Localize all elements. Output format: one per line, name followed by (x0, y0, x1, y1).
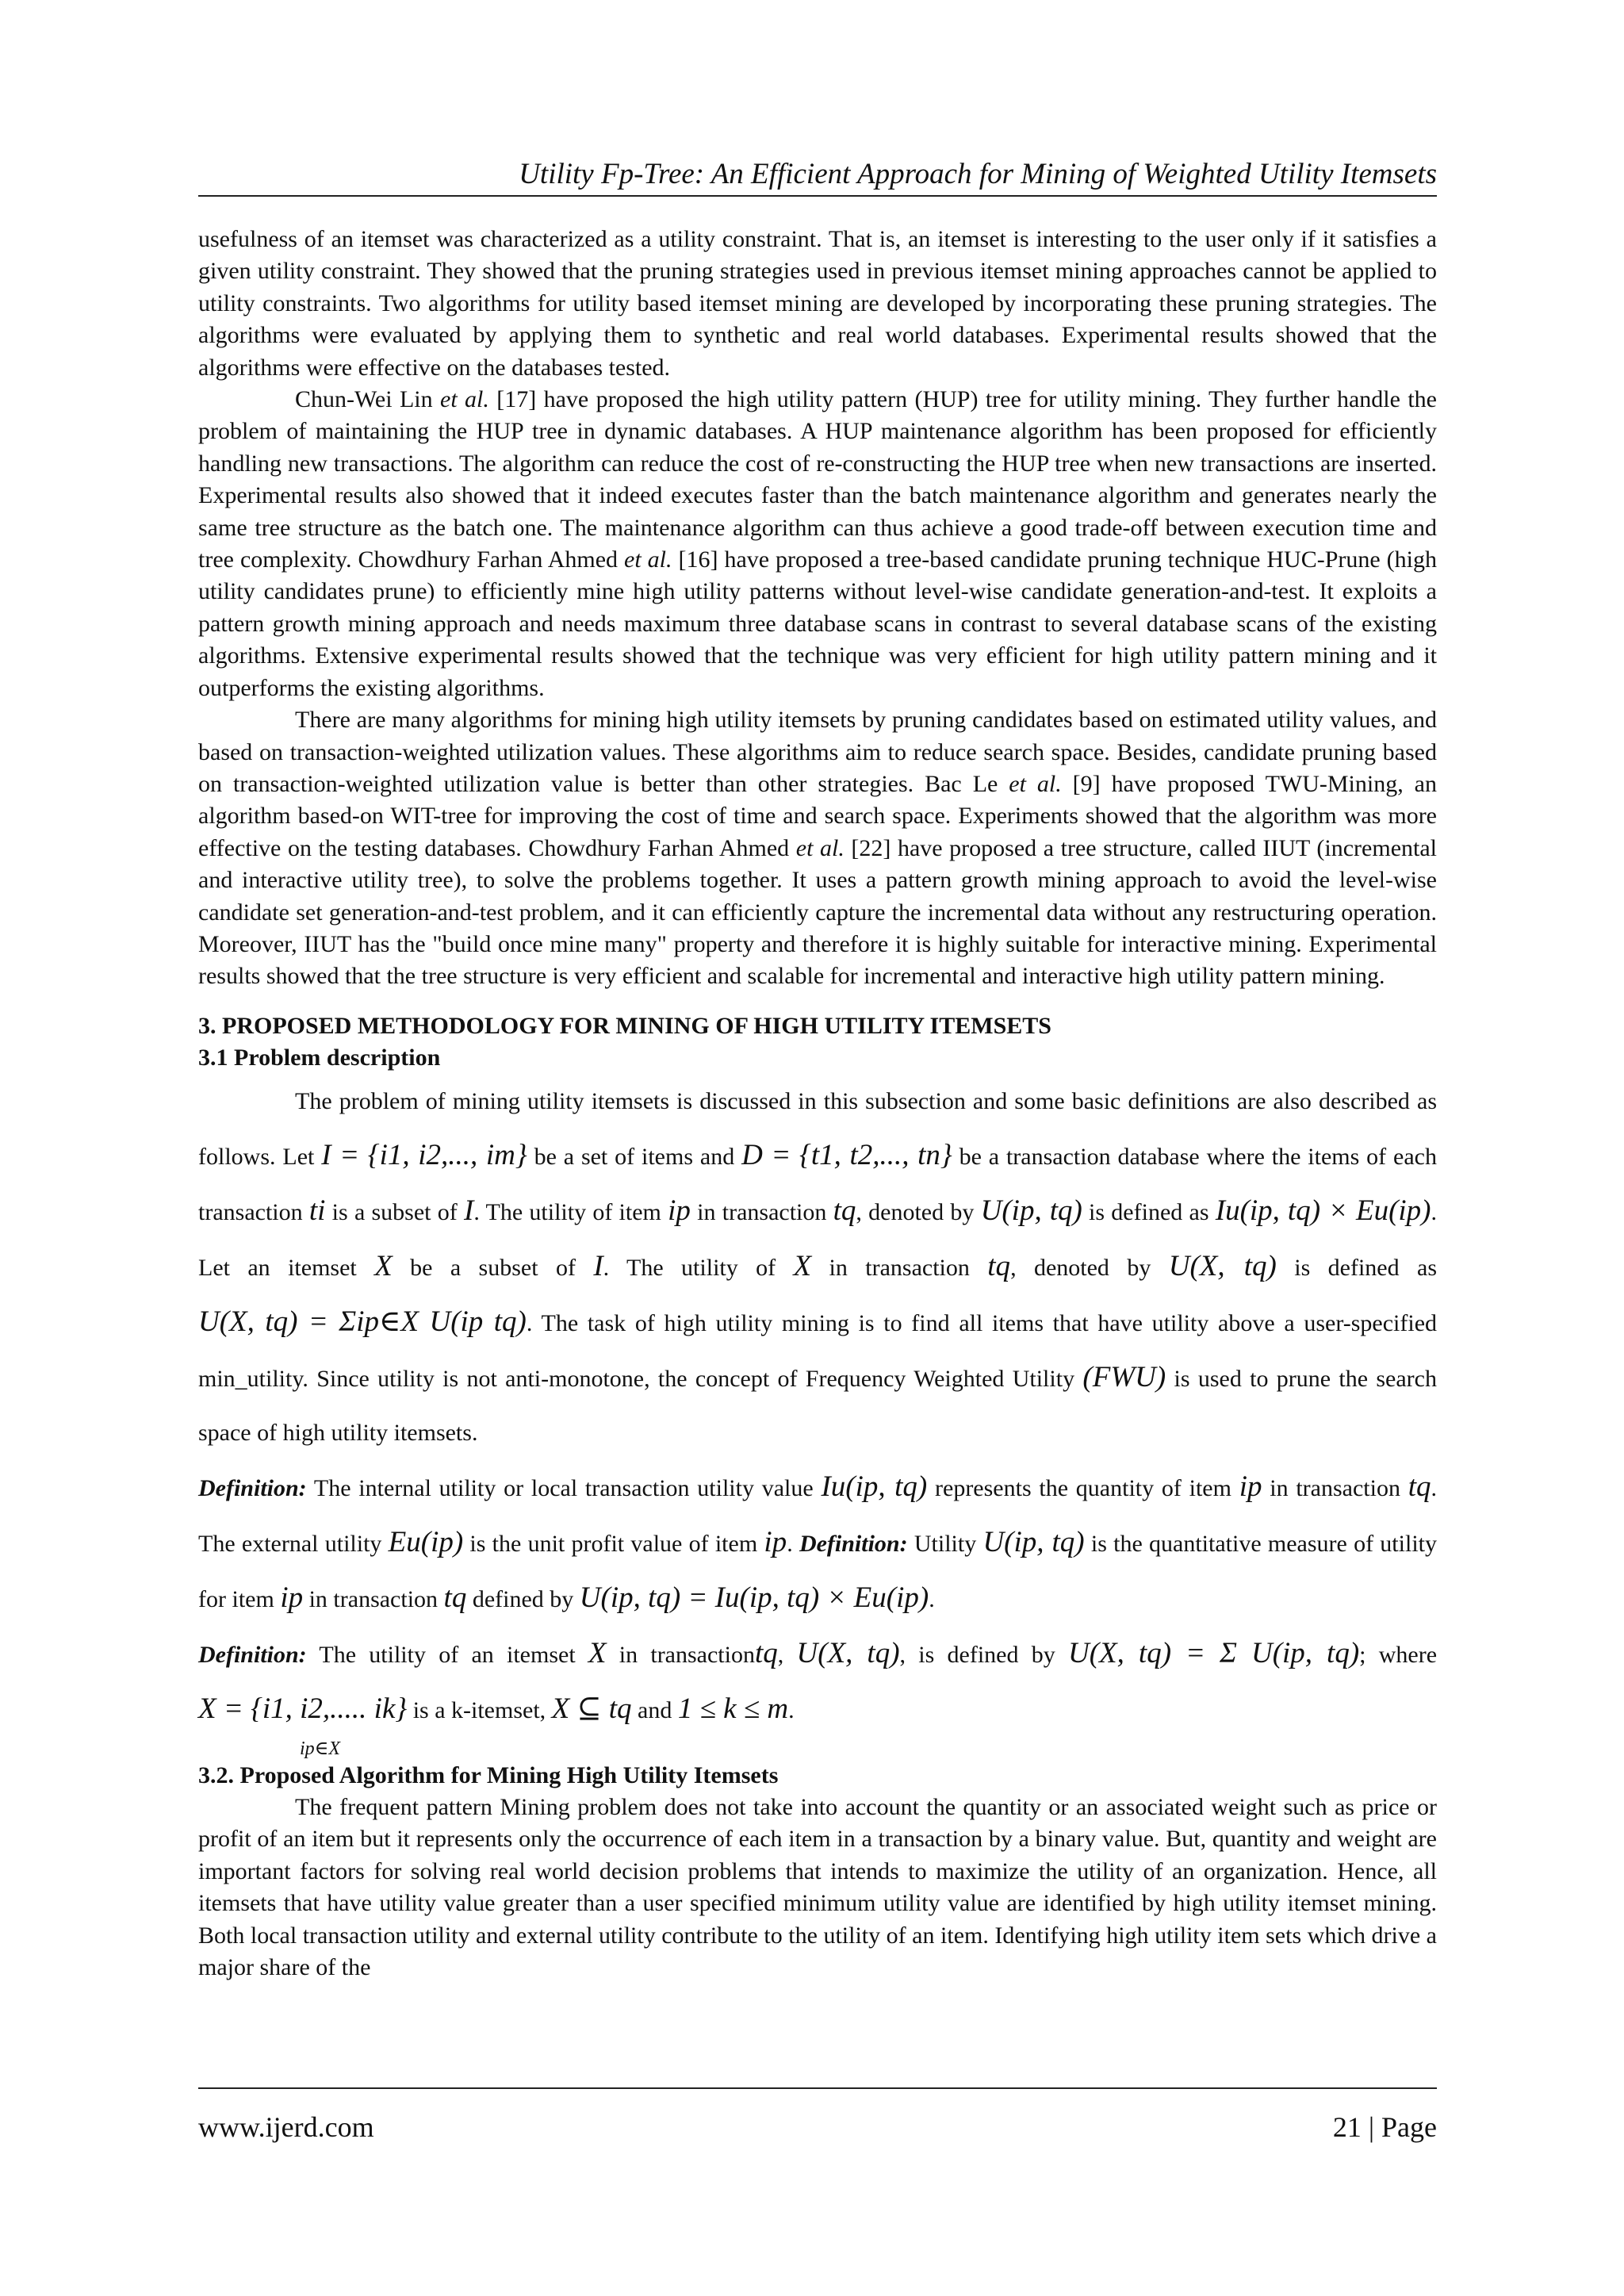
page-body (198, 224, 1437, 1984)
header-rule (198, 195, 1437, 197)
problem-description-paragraph: The problem of mining utility itemsets is discussed in this subsection and some basic definitions are also described as follows. Let I = {i1, i2,..., im} be a set of items and D = {t1, t2,..., tn} be a transaction database where the items of each transaction ti is a subset of I. The utility of item ip in transaction tq, denoted by U(ip, tq) is defined as Iu(ip, tq) × Eu(ip). Let an itemset X be a subset of I. The utility of X in transaction tq, denoted by U(X, tq) is defined as U(X, tq) = Σip∈X U(ip tq). The task of high utility mining is to find all items that have utility above a user-specified min_utility. Since utility is not anti-monotone, the concept of Frequency Weighted Utility (FWU) is used to prune the search space of high utility itemsets. (198, 1087, 1438, 1446)
paragraph-1: usefulness of an itemset was characterized as a utility constraint. That is, an itemset is interesting to the user only if it satisfies a given utility constraint. They showed that the pruning strategies used in previous itemset mining approaches cannot be applied to utility constraints. Two algorithms for utility based itemset mining are developed by incorporating these pruning strategies. The algorithms were evaluated by applying them to synthetic and real world databases. Experimental results showed that the algorithms were effective on the databases tested. (198, 226, 1437, 381)
definition-internal-utility: Definition: The internal utility or local transaction utility value Iu(ip, tq) represents the quantity of item ip in transaction tq. The external utility Eu(ip) is the unit profit value of item ip. Definition: Utility U(ip, tq) is the quantitative measure of utility for item ip in transaction tq defined by U(ip, tq) = Iu(ip, tq) × Eu(ip). (198, 1470, 1437, 1614)
paragraph-2: Chun-Wei Lin et al. [17] have proposed the high utility pattern (HUP) tree for utility mining. They further handle the problem of maintaining the HUP tree in dynamic databases. A HUP maintenance algorithm has been proposed for efficiently handling new transactions. The algorithm can reduce the cost of re-constructing the HUP tree when new transactions are inserted. Experimental results also showed that it indeed executes faster than the batch maintenance algorithm and generates nearly the same tree structure as the batch one. The maintenance algorithm can thus achieve a good trade-off between execution time and tree complexity. Chowdhury Farhan Ahmed et al. [16] have proposed a tree-based candidate pruning technique HUC-Prune (high utility candidates prune) to efficiently mine high utility patterns without level-wise candidate generation-and-test. It exploits a pattern growth mining approach and needs maximum three database scans in contrast to several database scans of the existing algorithms. Extensive experimental results showed that the technique was very efficient for high utility pattern mining and it outperforms the existing algorithms. (198, 386, 1437, 701)
utility-sum-formula: U(X, tq) = Σip∈X U(ip tq) (198, 1305, 527, 1338)
database-D-formula: D = {t1, t2,..., tn} (741, 1138, 952, 1171)
paragraph-3: There are many algorithms for mining high utility itemsets by pruning candidates based on estimated utility values, and based on transaction-weighted utilization values. These algorithms aim to reduce search space. Besides, candidate pruning based on transaction-weighted utilization value is better than other strategies. Bac Le et al. [9] have proposed TWU-Mining, an algorithm based-on WIT-tree for improving the cost of time and search space. Experiments showed that the algorithm was more effective on the testing databases. Chowdhury Farhan Ahmed et al. [22] have proposed a tree structure, called IIUT (incremental and interactive utility tree), to solve the problems together. It uses a pattern growth mining approach to avoid the level-wise candidate set generation-and-test problem, and it can efficiently capture the incremental data without any restructuring operation. Moreover, IIUT has the "build once mine many" property and therefore it is highly suitable for interactive mining. Experimental results showed that the tree structure is very efficient and scalable for incremental and interactive high utility pattern mining. (198, 707, 1438, 990)
definition-itemset-utility: Definition: The utility of an itemset X in transactiontq, U(X, tq), is defined by U(X, tq) = Σ U(ip, tq); where X = {i1, i2,..... ik} is a k-itemset, X ⊆ tq and 1 ≤ k ≤ m. (198, 1636, 1438, 1725)
page-number: 21 | Page (1332, 2111, 1437, 2143)
sum-subscript: ip∈X (300, 1738, 341, 1759)
running-header: Utility Fp-Tree: An Efficient Approach for Mining of Weighted Utility Itemsets (519, 158, 1437, 190)
subsection-heading-3-1: 3.1 Problem description (198, 1045, 441, 1071)
algorithm-paragraph: The frequent pattern Mining problem does not take into account the quantity or an associated weight such as price or profit of an item but it represents only the occurrence of each item in a transaction by a binary value. But, quantity and weight are important factors for solving real world decision problems that intends to maximize the utility of an organization. Hence, all itemsets that have utility value greater than a user specified minimum utility value are identified by high utility itemset mining. Both local transaction utility and external utility contribute to the utility of an item. Identifying high utility item sets which drive a major share of the (198, 1793, 1437, 1980)
utility-product-formula: U(ip, tq) = Iu(ip, tq) × Eu(ip) (579, 1581, 929, 1614)
section-heading-3: 3. PROPOSED METHODOLOGY FOR MINING OF HIGH UTILITY ITEMSETS (198, 1012, 1051, 1039)
footer-rule (198, 2087, 1437, 2089)
itemset-I-formula: I = {i1, i2,..., im} (321, 1138, 527, 1171)
subsection-heading-3-2: 3.2. Proposed Algorithm for Mining High Utility Itemsets (198, 1761, 779, 1788)
journal-url: www.ijerd.com (198, 2111, 374, 2143)
itemset-utility-sum-formula: U(X, tq) = Σ U(ip, tq) (1068, 1636, 1360, 1669)
